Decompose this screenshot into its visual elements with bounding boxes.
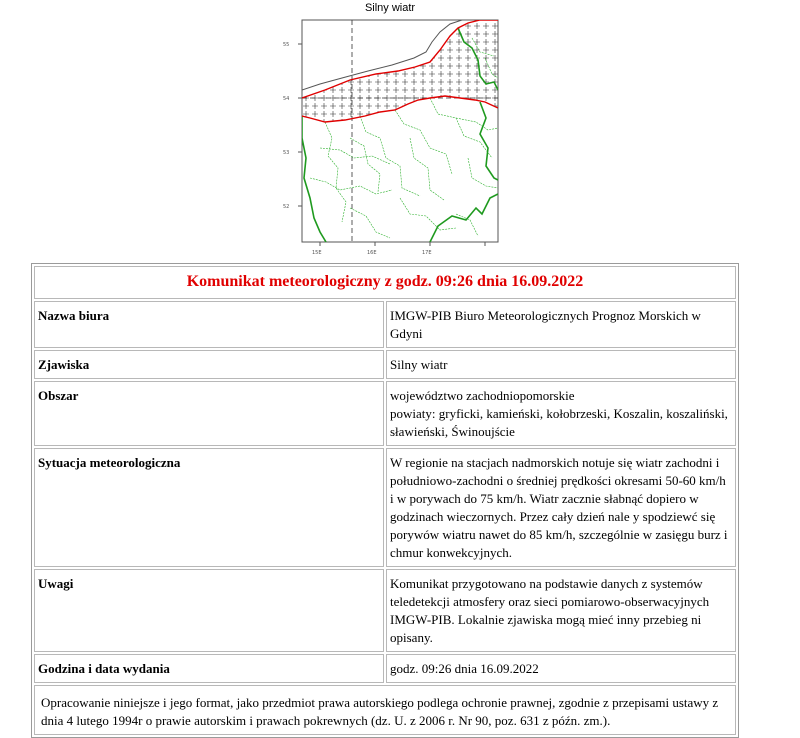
lat-label-4: 52 — [283, 204, 290, 210]
lon-label-1: 15E — [312, 250, 322, 256]
row-label: Sytuacja meteorologiczna — [34, 448, 384, 567]
lat-label-3: 53 — [283, 150, 290, 156]
county-list: powiaty: gryficki, kamieński, kołobrzeski, Koszalin, koszaliński, sławieński, Świnoujście — [390, 406, 728, 439]
report-title: Komunikat meteorologiczny z godz. 09:26 dnia 16.09.2022 — [34, 266, 736, 299]
table-row — [34, 654, 736, 683]
row-label: Godzina i data wydania — [34, 654, 384, 683]
map-frame — [302, 20, 498, 242]
row-label: Zjawiska — [34, 350, 384, 379]
row-value: godz. 09:26 dnia 16.09.2022 — [386, 654, 736, 683]
lon-label-3: 17E — [422, 250, 432, 256]
lat-label-1: 55 — [283, 42, 290, 48]
row-value: W regionie na stacjach nadmorskich notuje się wiatr zachodni i południowo-zachodni o średniej prędkości okresami 50-60 km/h i w porywach do 75 km/h. Wiatr zacznie słabnąć dopiero w godzinach wieczornych. Przez cały dzień nale y spodziewć się porywów wiatru nawet do 85 km/h, szczególnie w zasięgu burz i chmur konwekcyjnych. — [386, 448, 736, 567]
table-row — [34, 381, 736, 446]
copyright-note: Opracowanie niniejsze i jego format, jako przedmiot prawa autorskiego podlega ochronie prawnej, zgodnie z przepisami ustawy z dnia 4 lutego 1994r o prawie autorskim i prawach pokrewnych (dz. U. z 2006 r. Nr 90, poz. 631 z późn. zm.). — [34, 685, 736, 735]
warning-map — [280, 18, 502, 258]
row-label: Uwagi — [34, 569, 384, 652]
lon-label-2: 16E — [367, 250, 377, 256]
table-row — [34, 448, 736, 567]
row-value: IMGW-PIB Biuro Meteorologicznych Prognoz Morskich w Gdyni — [386, 301, 736, 348]
map-title: Silny wiatr — [364, 2, 416, 14]
row-value: Komunikat przygotowano na podstawie danych z systemów teledetekcji atmosfery oraz sieci pomiarowo-obserwacyjnych IMGW-PIB. Lokalnie zjawiska mogą mieć inny przebieg ni opisany. — [386, 569, 736, 652]
row-value — [386, 381, 736, 446]
report-title-row — [34, 266, 736, 299]
footer-row — [34, 685, 736, 735]
lat-label-2: 54 — [283, 96, 290, 102]
row-label: Obszar — [34, 381, 384, 446]
row-label: Nazwa biura — [34, 301, 384, 348]
warning-report-table — [31, 263, 739, 738]
table-row — [34, 350, 736, 379]
row-value: Silny wiatr — [386, 350, 736, 379]
region-name: województwo zachodniopomorskie — [390, 388, 575, 403]
table-row — [34, 301, 736, 348]
table-row — [34, 569, 736, 652]
